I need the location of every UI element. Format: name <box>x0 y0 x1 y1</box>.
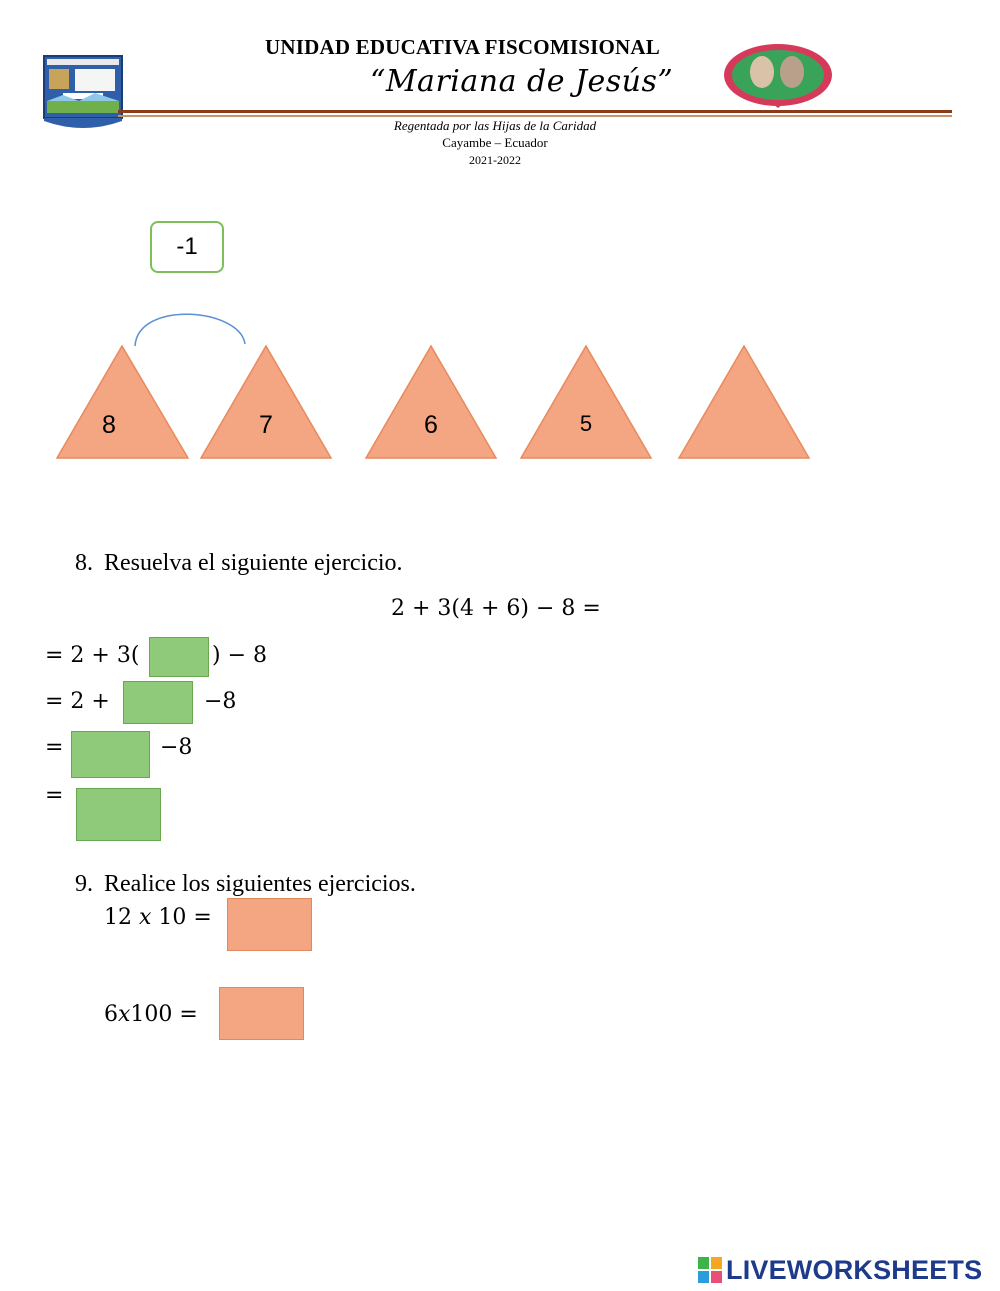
step2-prefix: = 2 + <box>45 689 110 714</box>
question-9-instruction: Realice los siguientes ejercicios. <box>104 871 416 897</box>
triangle-2 <box>201 346 331 458</box>
school-year: 2021-2022 <box>469 153 521 167</box>
step-value-box: -1 <box>150 221 224 273</box>
step1-prefix: = 2 + 3( <box>45 643 140 668</box>
liveworksheets-brand <box>698 1254 982 1286</box>
step2-suffix: −8 <box>204 689 237 714</box>
step3-suffix: −8 <box>160 735 193 760</box>
location: Cayambe – Ecuador <box>442 135 548 150</box>
subtitle: Regentada por las Hijas de la Caridad <box>393 118 597 133</box>
step-arc <box>135 314 245 346</box>
answer-box-step2[interactable] <box>123 681 193 724</box>
expression: 2 + 3(4 + 6) − 8 = <box>391 596 601 621</box>
question-8-instruction: Resuelva el siguiente ejercicio. <box>104 550 403 576</box>
step4-prefix: = <box>45 783 64 808</box>
question-8-number: 8. <box>75 550 93 576</box>
answer-box-multiplication-2[interactable] <box>219 987 304 1040</box>
brand-text: LIVEWORKSHEETS <box>726 1254 983 1285</box>
answer-box-step1[interactable] <box>149 637 209 677</box>
multiplication-2: 6𝑥100 = <box>104 1002 198 1027</box>
triangle-label-3: 6 <box>424 411 438 439</box>
liveworksheets-icon <box>698 1257 722 1283</box>
heart-emblem-logo <box>722 42 834 110</box>
school-name: “Mariana de Jesús” <box>370 64 674 99</box>
triangle-label-4: 5 <box>579 411 593 436</box>
answer-box-final[interactable] <box>76 788 161 841</box>
header-rule-accent <box>118 115 952 117</box>
triangle-3 <box>366 346 496 458</box>
triangle-sequence <box>0 300 1000 470</box>
triangle-5 <box>679 346 809 458</box>
triangle-4 <box>521 346 651 458</box>
triangle-label-1: 8 <box>102 411 116 439</box>
step1-suffix: ) − 8 <box>212 643 267 668</box>
answer-box-multiplication-1[interactable] <box>227 898 312 951</box>
multiplication-1: 12 𝑥 10 = <box>104 905 212 930</box>
triangle-1 <box>57 346 188 458</box>
institution-title: UNIDAD EDUCATIVA FISCOMISIONAL <box>265 35 660 59</box>
header-rule <box>118 110 952 113</box>
triangle-label-2: 7 <box>259 411 273 439</box>
answer-box-step3[interactable] <box>71 731 150 778</box>
question-9-number: 9. <box>75 871 93 897</box>
step3-prefix: = <box>45 735 64 760</box>
